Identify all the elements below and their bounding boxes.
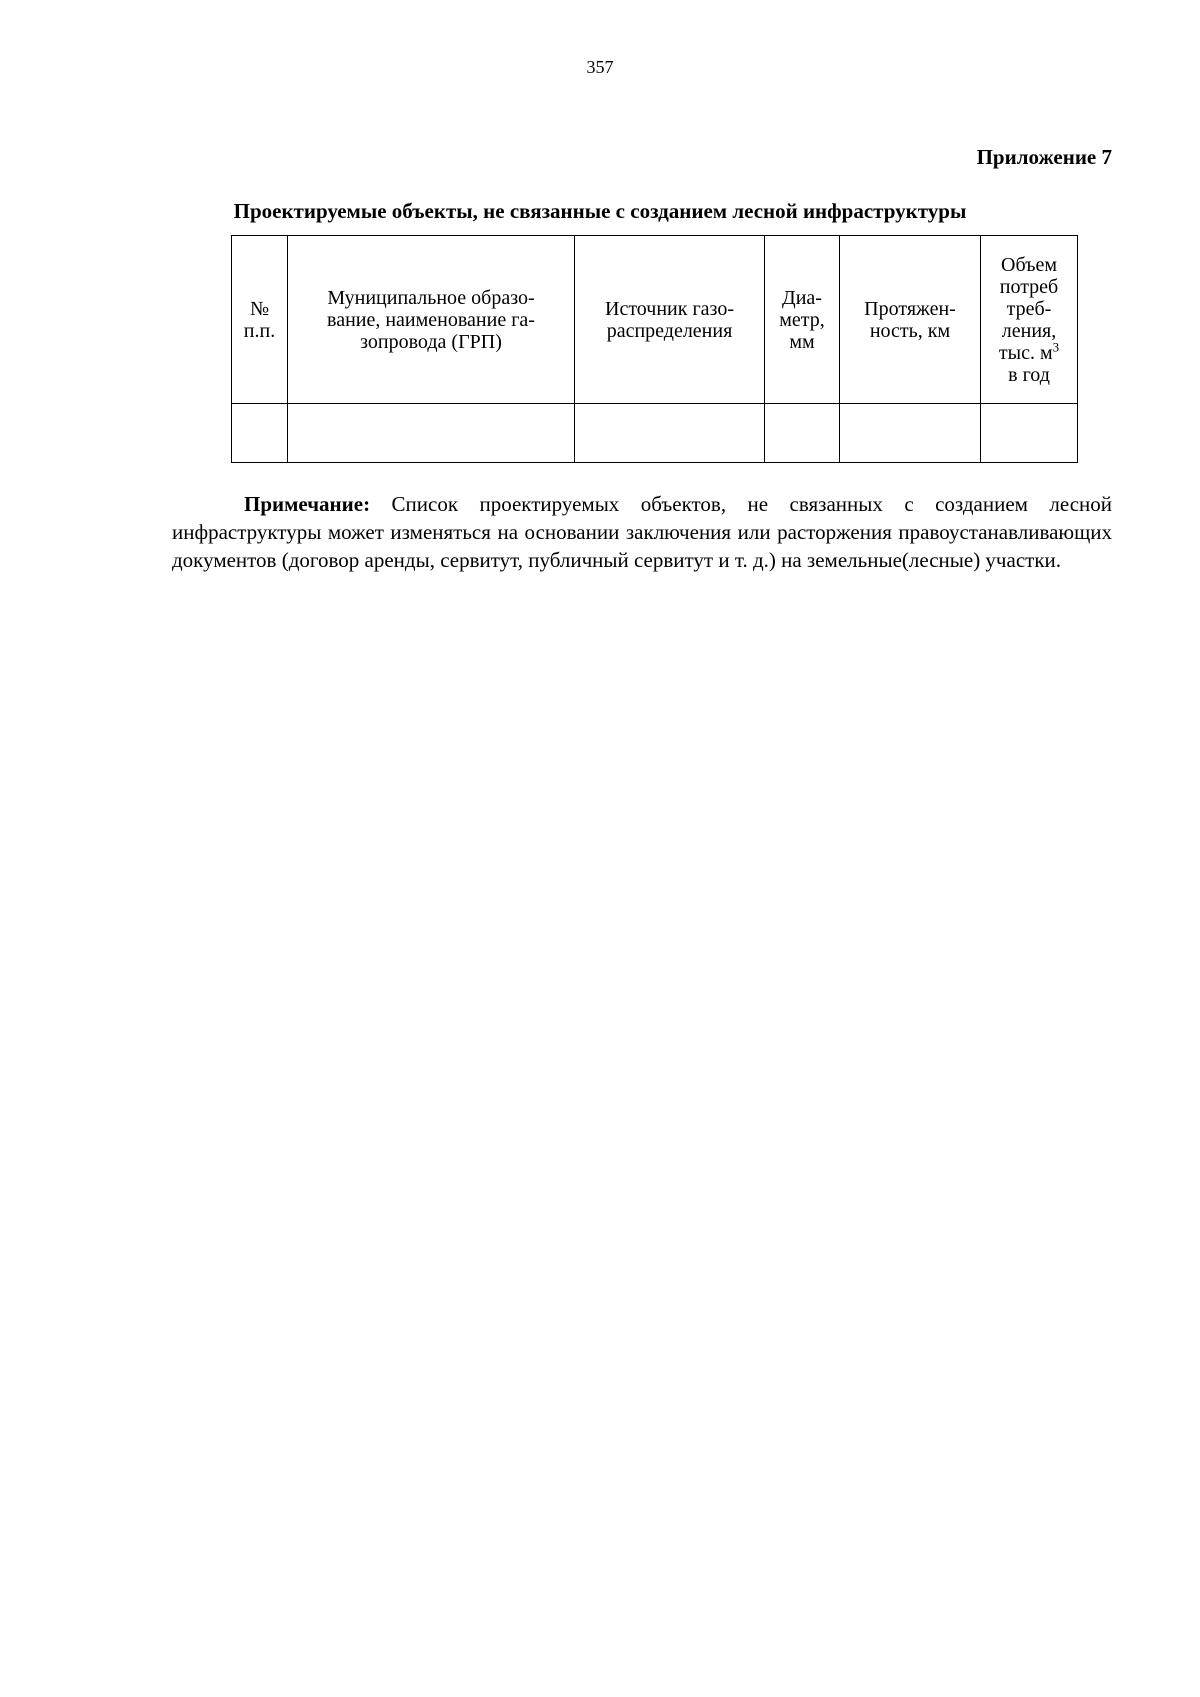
header-length [840, 236, 981, 404]
header-volume-text-after: в год [1008, 363, 1050, 386]
header-municipality-pipeline [288, 236, 575, 404]
header-gas-source-text: Источник газо- распределения [605, 297, 734, 342]
note-text: Список проектируемых объектов, не связанных с созданием лесной инфраструктуры может изменяться на основании заключения или расторжения правоустанавливающих документов (договор аренды, сервитут, публичный сервитут и т. д.) на земельные(лесные) участки. [172, 492, 1112, 572]
header-municipality-pipeline-text: Муниципальное образо- вание, наименование га- зопровода (ГРП) [327, 286, 535, 353]
note-paragraph [172, 490, 1112, 574]
header-diameter-text: Диа- метр, мм [779, 286, 825, 353]
page-number: 357 [586, 57, 614, 77]
table-cell [232, 404, 288, 463]
table-row [232, 404, 1078, 463]
table-cell [840, 404, 981, 463]
header-consumption-volume [981, 236, 1078, 404]
table-cell [288, 404, 575, 463]
header-number [232, 236, 288, 404]
objects-table [231, 235, 1078, 463]
appendix-label: Приложение 7 [976, 145, 1112, 169]
header-number-text: № п.п. [243, 297, 276, 342]
header-volume-superscript: 3 [1052, 338, 1060, 354]
table-cell [765, 404, 840, 463]
document-title: Проектируемые объекты, не связанные с созданием лесной инфраструктуры [233, 199, 967, 223]
header-gas-source [575, 236, 765, 404]
header-diameter [765, 236, 840, 404]
note-label: Примечание: [244, 492, 371, 516]
table-header-row [232, 236, 1078, 404]
table-cell [575, 404, 765, 463]
header-volume-text-before: Объем потреб треб- ления, тыс. м [998, 253, 1059, 364]
header-length-text: Протяжен- ность, км [864, 297, 956, 342]
table-cell [981, 404, 1078, 463]
objects-table-container [231, 235, 1078, 463]
